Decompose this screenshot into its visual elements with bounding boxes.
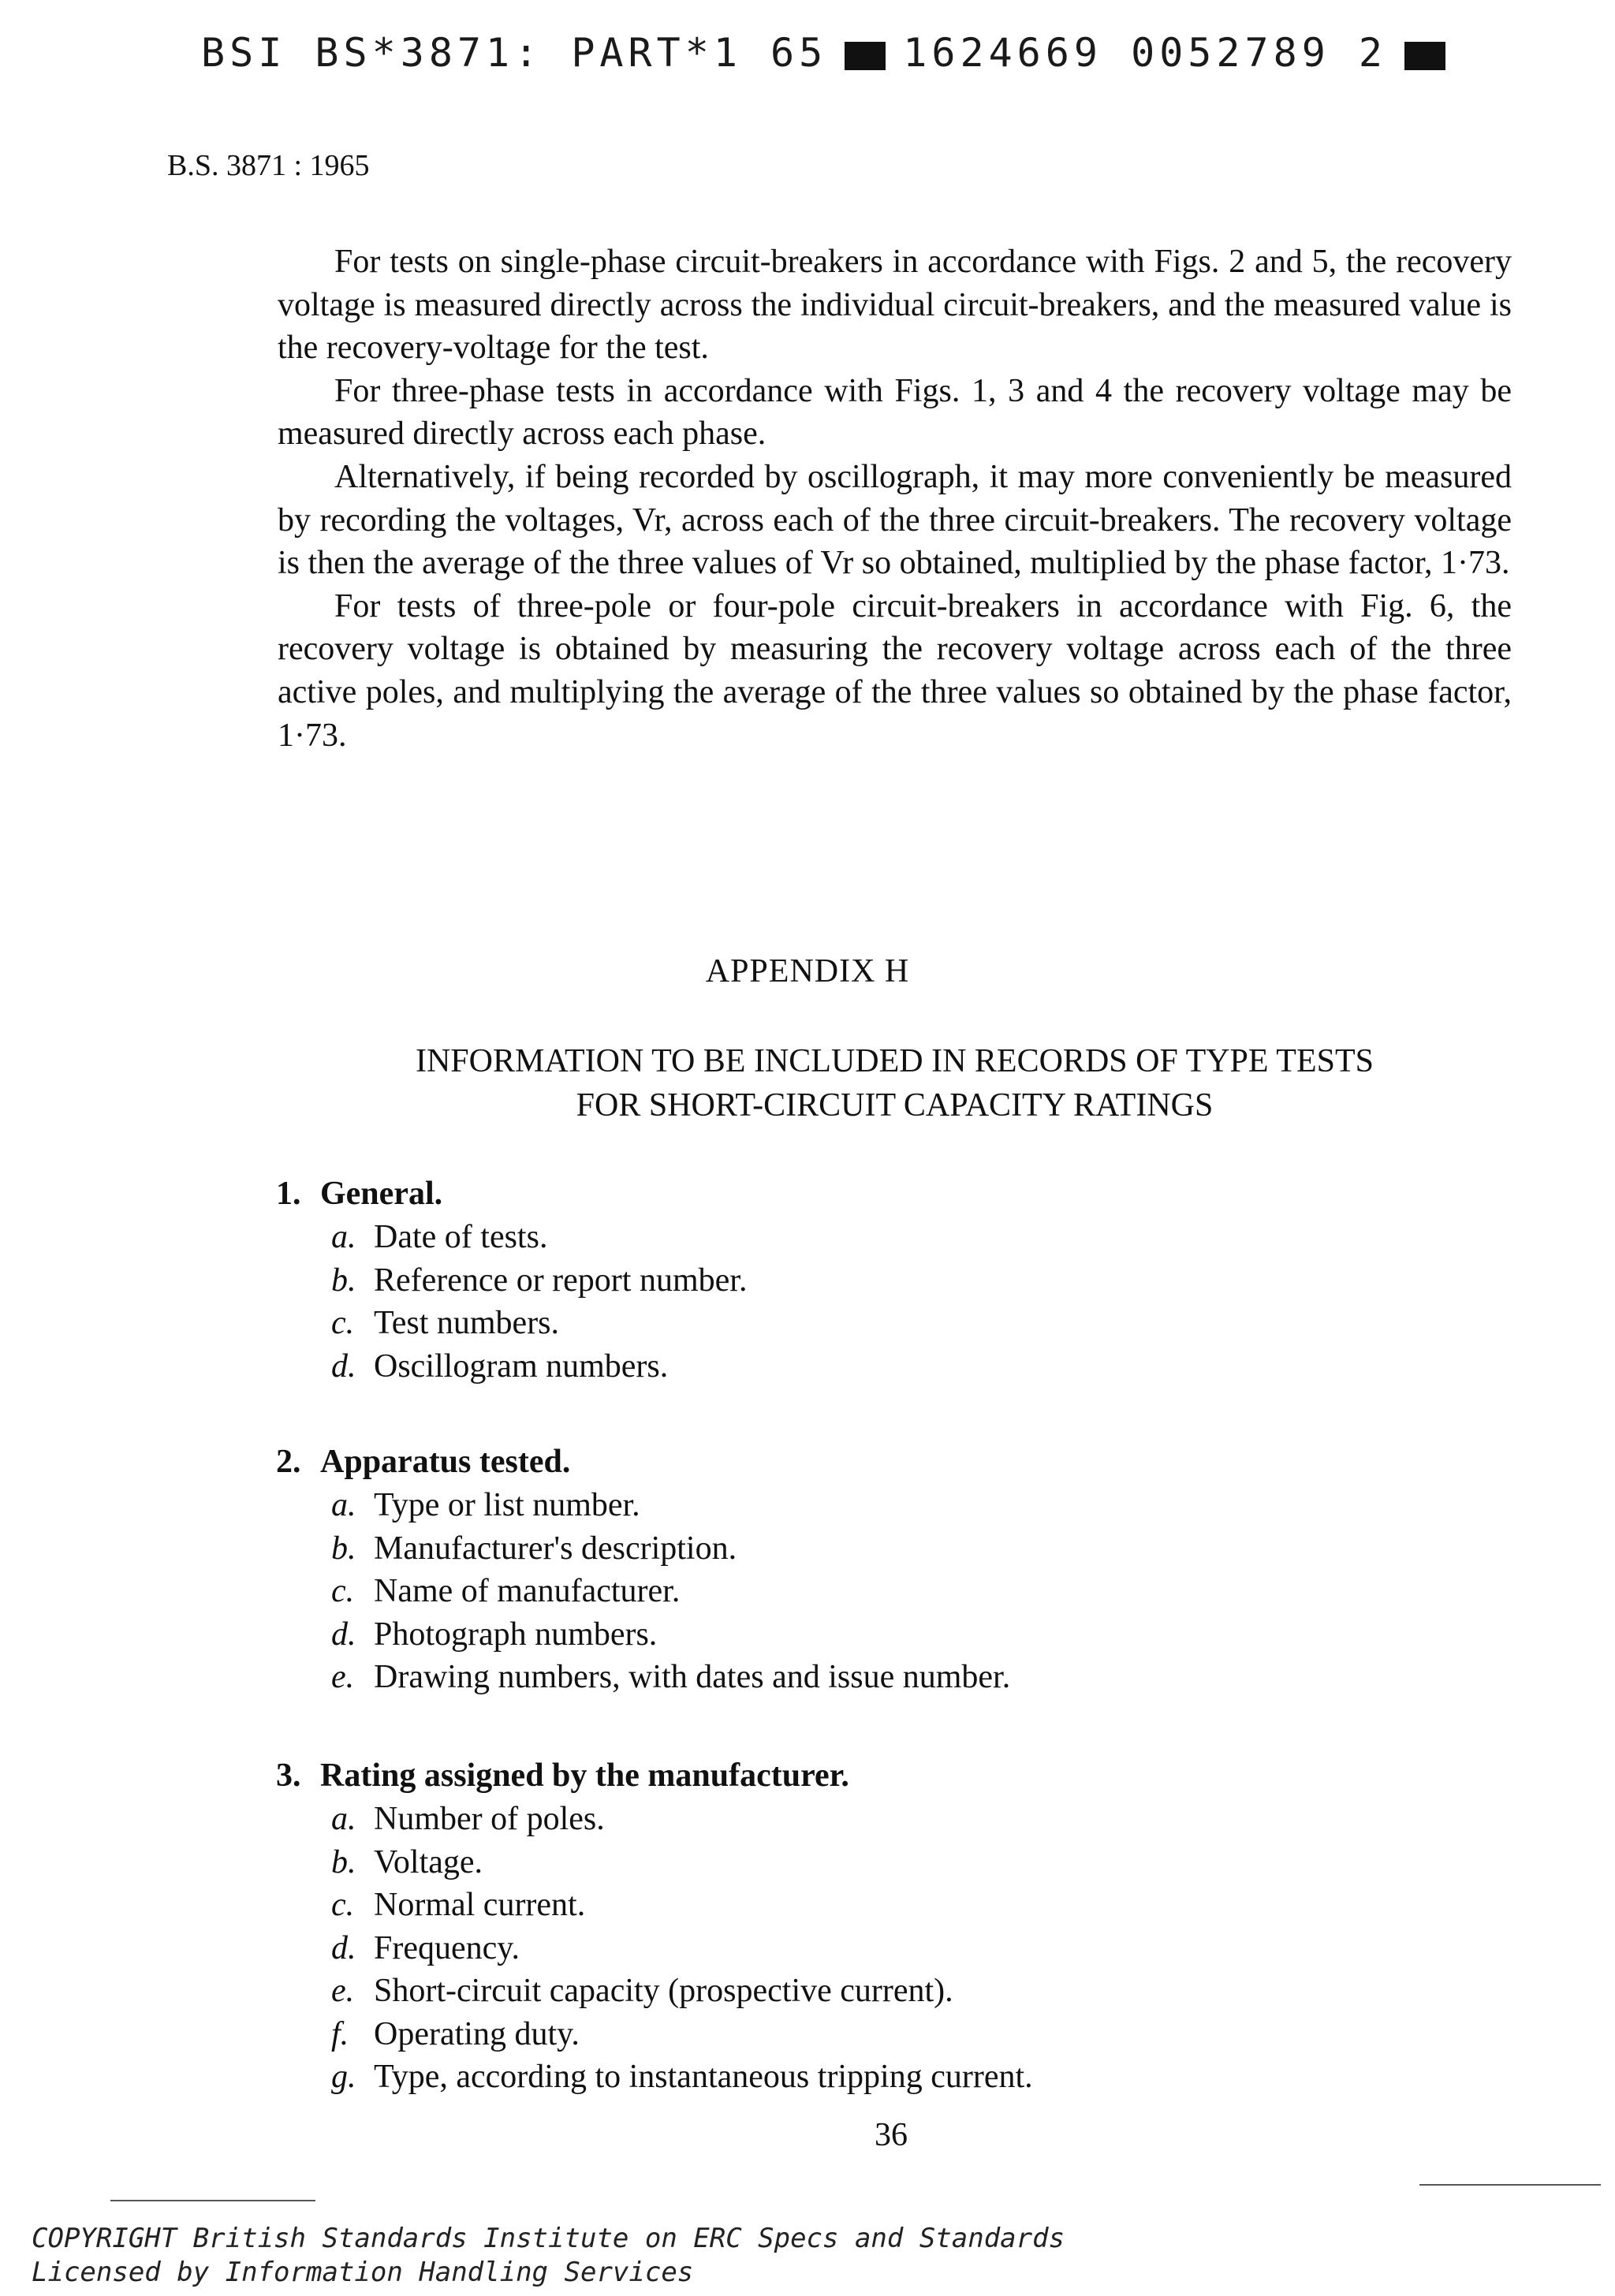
list-item: [331, 1886, 1538, 1929]
section-number: 1.: [276, 1176, 301, 1212]
section-heading: [276, 1443, 1538, 1486]
item-letter: c.: [331, 1305, 355, 1341]
list-item: [331, 1486, 1538, 1530]
item-text: Reference or report number.: [374, 1262, 748, 1299]
section-number: 2.: [276, 1444, 301, 1480]
section-title: Apparatus tested.: [320, 1444, 571, 1480]
item-letter: g.: [331, 2059, 356, 2095]
item-letter: c.: [331, 1887, 355, 1923]
item-text: Test numbers.: [374, 1305, 560, 1341]
list-item: [331, 1218, 1538, 1262]
item-letter: a.: [331, 1487, 356, 1523]
appendix-title: APPENDIX H: [705, 953, 910, 990]
item-text: Oscillogram numbers.: [374, 1347, 669, 1385]
item-text: Voltage.: [374, 1843, 483, 1880]
item-text: Type, according to instantaneous tripping current.: [374, 2059, 1033, 2095]
section-title: Rating assigned by the manufacturer.: [320, 1757, 849, 1794]
section-heading: [276, 1175, 1538, 1218]
list-item: [331, 1616, 1538, 1659]
item-text: Date of tests.: [374, 1219, 548, 1255]
item-text: Operating duty.: [374, 2015, 580, 2052]
appendix-subtitle-line: INFORMATION TO BE INCLUDED IN RECORDS OF TYPE TESTS: [415, 1043, 1374, 1079]
list-item: [331, 1658, 1538, 1702]
item-letter: a.: [331, 1219, 356, 1255]
item-letter: b.: [331, 1262, 356, 1299]
appendix-subtitle-line: FOR SHORT-CIRCUIT CAPACITY RATINGS: [576, 1087, 1214, 1124]
list-item: [331, 1972, 1538, 2015]
section-rating: [276, 1757, 1538, 2101]
section-number: 3.: [276, 1757, 301, 1794]
list-item: [331, 1347, 1538, 1391]
list-item: [331, 1262, 1538, 1305]
paragraph: Alternatively, if being recorded by oscillograph, it may more conveniently be measured by recording the voltages, Vr, across each of the three circuit-breakers. The recovery voltage is then the average of the three values of Vr so obtained, multiplied by the phase factor, 1·73.: [278, 458, 1512, 582]
item-letter: d.: [331, 1616, 356, 1653]
footer-line: Licensed by Information Handling Services: [32, 2257, 694, 2288]
item-text: Normal current.: [374, 1887, 586, 1923]
item-text: Frequency.: [374, 1929, 520, 1966]
item-letter: e.: [331, 1659, 355, 1695]
scan-code-left: BSI BS*3871: PART*1 65: [201, 30, 828, 76]
item-letter: c.: [331, 1573, 355, 1609]
paragraph: For tests on single-phase circuit-breakers in accordance with Figs. 2 and 5, the recovery voltage is measured directly across the individual circuit-breakers, and the measured value is the recovery-voltage for the test.: [278, 244, 1512, 367]
list-item: [331, 1800, 1538, 1843]
footer-divider: [1419, 2184, 1601, 2186]
footer-divider: [110, 2200, 315, 2201]
list-item: [331, 1572, 1538, 1616]
redaction-block-icon: [1404, 42, 1445, 70]
list-item: [331, 1843, 1538, 1887]
paragraph: For tests of three-pole or four-pole circuit-breakers in accordance with Fig. 6, the recovery voltage is obtained by measuring the recovery voltage across each of the three active poles, and multiplying the average of the three values so obtained by the phase factor, 1·73.: [278, 587, 1512, 754]
footer-line: COPYRIGHT British Standards Institute on ERC Specs and Standards: [32, 2223, 1065, 2254]
item-letter: d.: [331, 1347, 356, 1385]
list-item: [331, 1929, 1538, 1973]
item-letter: d.: [331, 1929, 356, 1966]
document-reference: B.S. 3871 : 1965: [167, 149, 370, 182]
section-title: General.: [320, 1176, 443, 1212]
item-letter: a.: [331, 1801, 356, 1837]
section-apparatus-tested: [276, 1443, 1538, 1702]
scan-code-right: 1624669 0052789 2: [903, 30, 1388, 76]
item-letter: b.: [331, 1843, 356, 1880]
paragraph: For three-phase tests in accordance with Figs. 1, 3 and 4 the recovery voltage may be measured directly across each phase.: [278, 372, 1512, 453]
item-text: Name of manufacturer.: [374, 1573, 681, 1609]
item-text: Type or list number.: [374, 1487, 640, 1523]
scan-header-code: [201, 30, 1463, 76]
item-text: Number of poles.: [374, 1801, 605, 1837]
item-letter: e.: [331, 1973, 355, 2009]
item-letter: b.: [331, 1530, 356, 1567]
section-heading: [276, 1757, 1538, 1800]
redaction-block-icon: [845, 42, 886, 70]
body-text: [278, 240, 1512, 757]
item-text: Short-circuit capacity (prospective current).: [374, 1973, 953, 2009]
item-letter: f.: [331, 2015, 349, 2052]
list-item: [331, 1304, 1538, 1347]
item-text: Photograph numbers.: [374, 1616, 658, 1653]
list-item: [331, 1530, 1538, 1573]
page-number: 36: [875, 2117, 908, 2153]
item-text: Drawing numbers, with dates and issue number.: [374, 1659, 1011, 1695]
copyright-footer: [32, 2222, 1065, 2290]
list-item: [331, 2058, 1538, 2101]
appendix-subtitle: [278, 1039, 1512, 1128]
section-general: [276, 1175, 1538, 1390]
list-item: [331, 2015, 1538, 2059]
item-text: Manufacturer's description.: [374, 1530, 737, 1567]
